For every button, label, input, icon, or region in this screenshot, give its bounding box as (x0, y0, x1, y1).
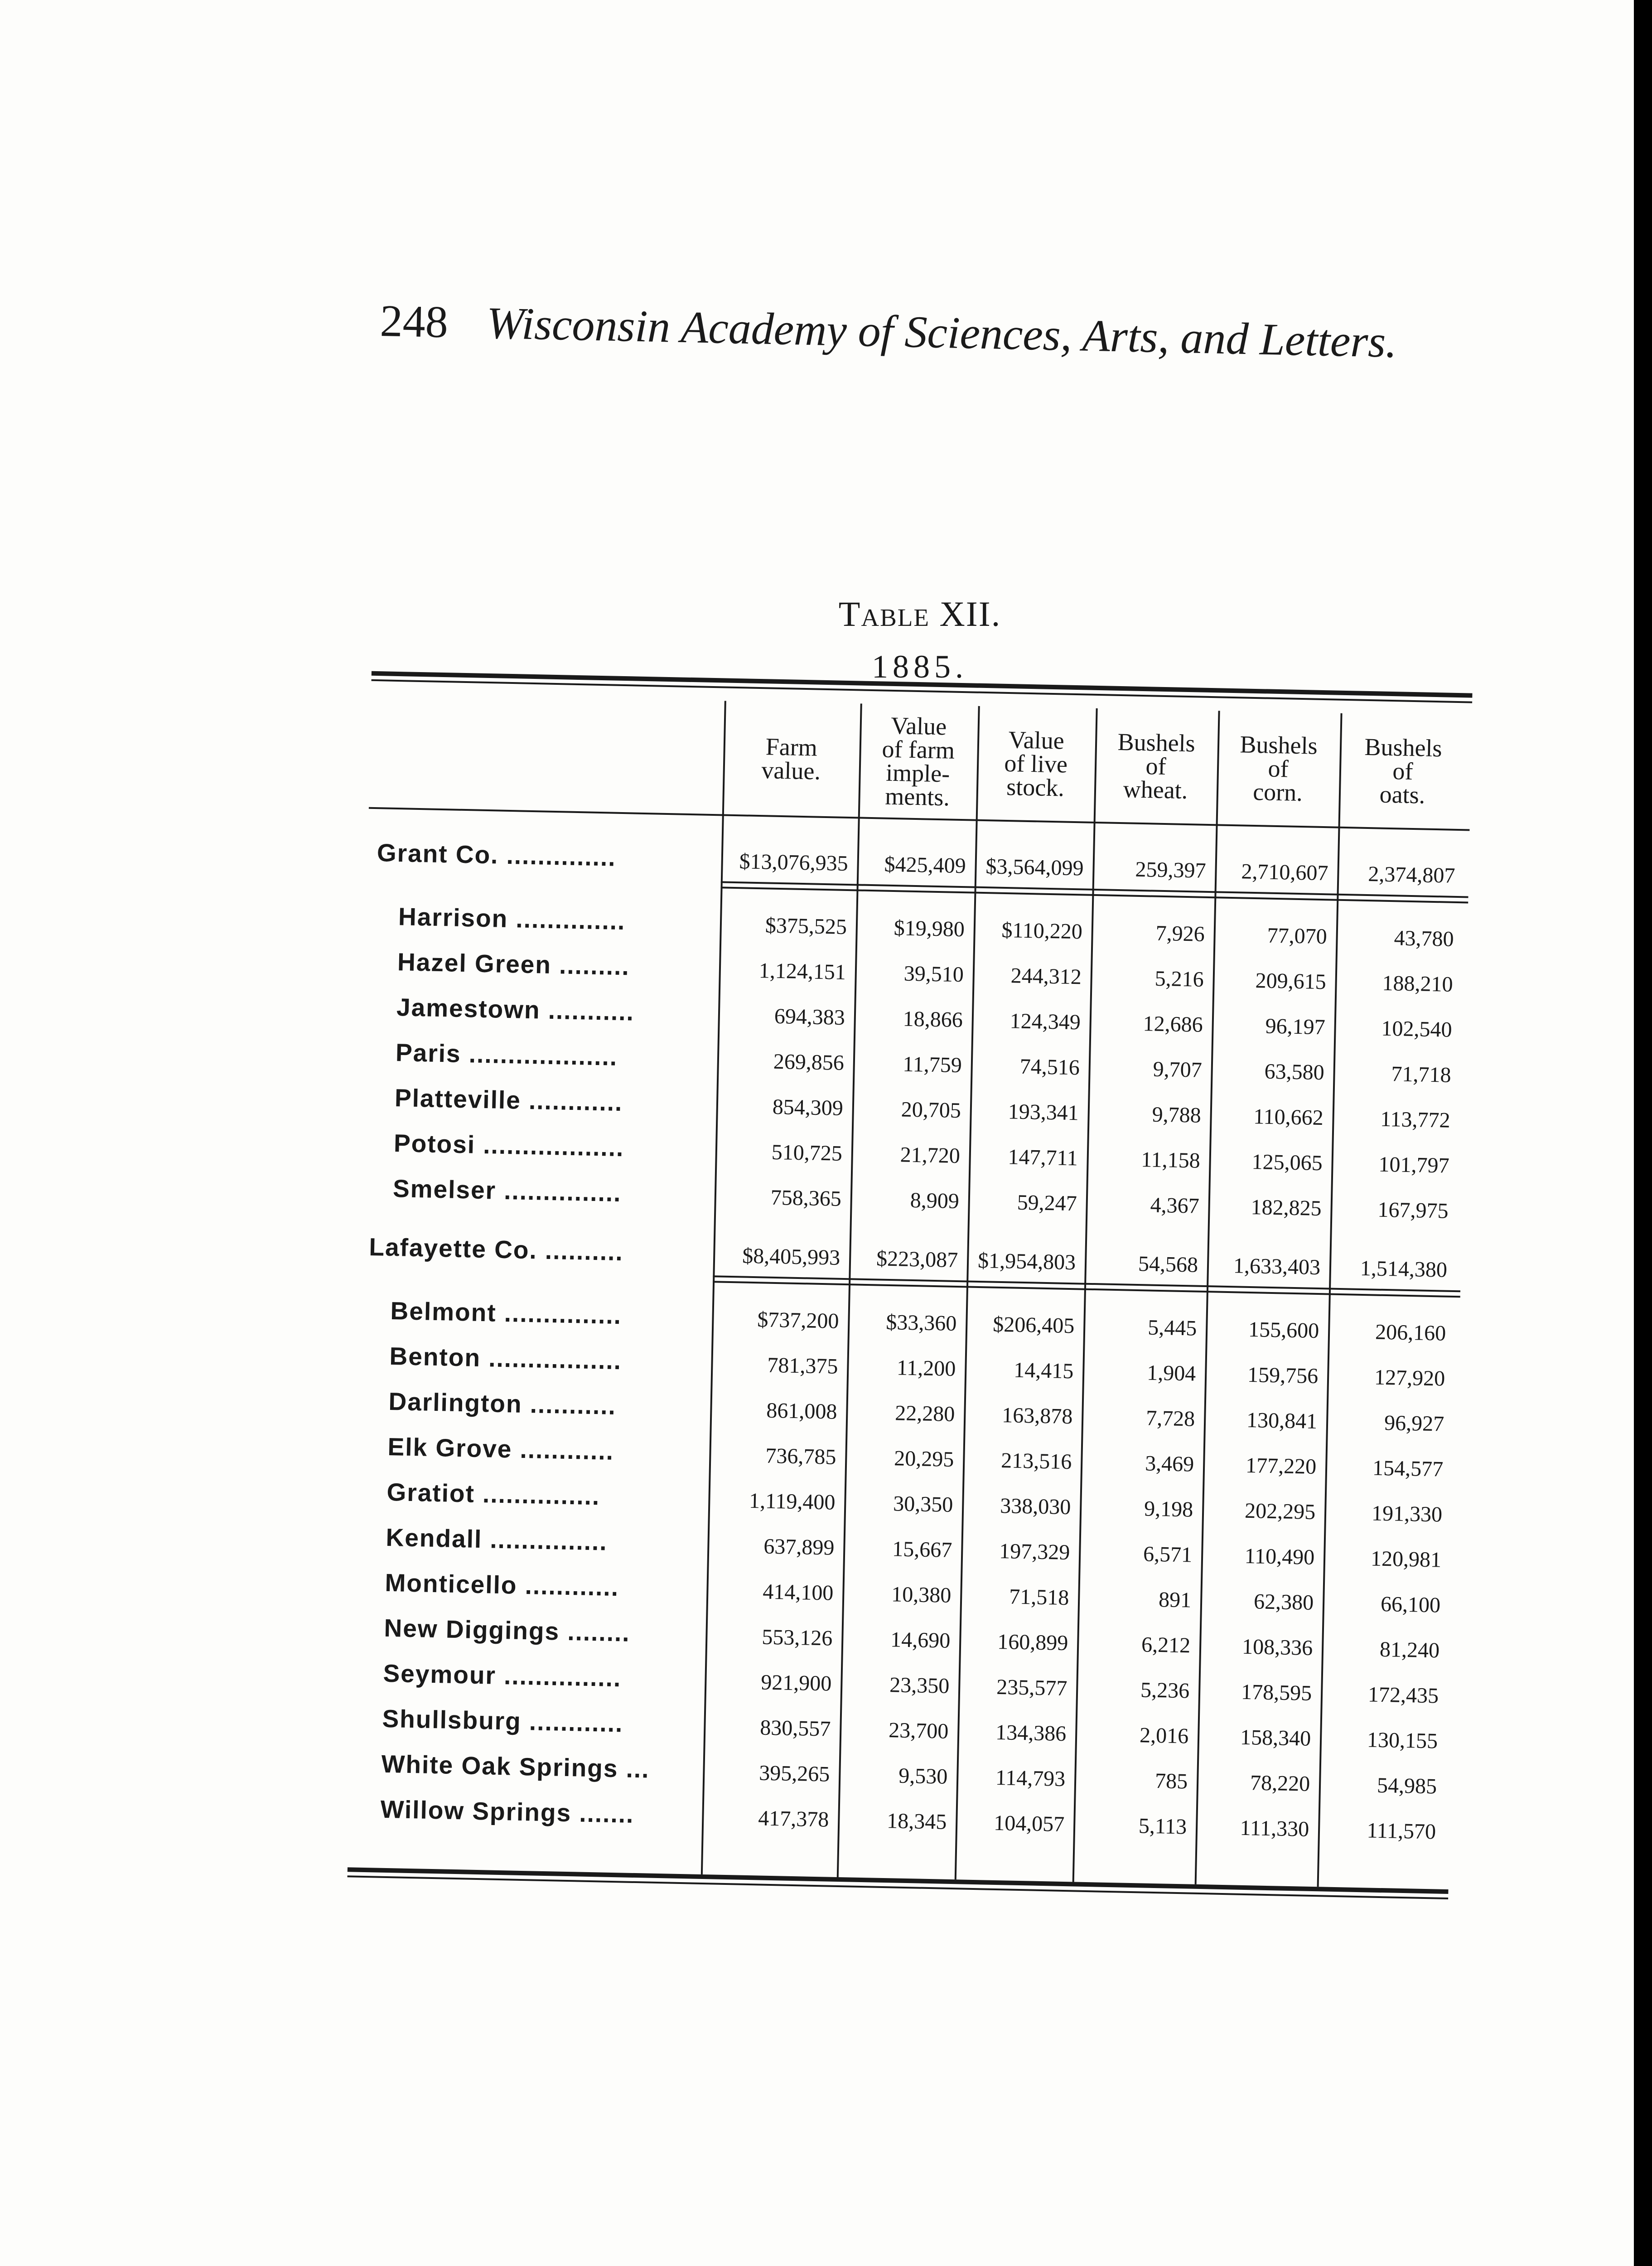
table-cell: $737,200 (757, 1307, 839, 1333)
table-cell: 114,793 (995, 1765, 1066, 1791)
table-cell: $375,525 (765, 913, 847, 939)
table-cell: 244,312 (1010, 964, 1082, 989)
table-cell: $13,076,935 (739, 849, 849, 876)
table-cell: 77,070 (1267, 923, 1328, 949)
table-cell: 113,772 (1380, 1107, 1451, 1133)
table-cell: 188,210 (1382, 971, 1454, 997)
table-cell: 147,711 (1008, 1145, 1078, 1171)
table-cell: 14,690 (890, 1627, 951, 1653)
row-label: Grant Co. .............. (377, 838, 617, 872)
row-label: Willow Springs ....... (380, 1795, 635, 1828)
row-label: Hazel Green ......... (397, 948, 630, 981)
table-cell: 9,707 (1153, 1057, 1203, 1082)
table-cell: 111,330 (1240, 1816, 1309, 1841)
row-label: Monticello ............ (385, 1568, 619, 1602)
table-cell: 11,200 (896, 1356, 956, 1381)
table-cell: 104,057 (993, 1811, 1065, 1837)
table-cell: 1,514,380 (1360, 1256, 1448, 1282)
column-header-farm-value: Farm value. (761, 733, 821, 785)
row-label: Benton ................. (389, 1341, 622, 1375)
table-cell: 209,615 (1255, 968, 1327, 994)
table-cell: 213,516 (1000, 1448, 1072, 1474)
table-cell: 59,247 (1017, 1190, 1077, 1216)
table-cell: 110,662 (1253, 1104, 1324, 1130)
table-cell: 130,155 (1367, 1728, 1438, 1753)
table-cell: 108,336 (1241, 1634, 1313, 1660)
table-cell: 510,725 (771, 1140, 843, 1166)
statistics-table (329, 671, 1473, 1917)
table-cell: 18,866 (903, 1007, 963, 1032)
table-cell: 23,350 (889, 1673, 950, 1698)
table-cell: 81,240 (1379, 1637, 1440, 1663)
table-cell: 101,797 (1378, 1152, 1450, 1178)
table-cell: 178,595 (1241, 1680, 1312, 1705)
table-cell: 11,158 (1140, 1148, 1201, 1173)
table-cell: 758,365 (770, 1185, 842, 1211)
table-cell: 202,295 (1244, 1498, 1316, 1524)
row-label: Jamestown ........... (396, 993, 635, 1026)
table-cell: 193,341 (1008, 1099, 1079, 1125)
table-cell: 785 (1154, 1769, 1188, 1794)
table-cell: 9,530 (898, 1763, 948, 1789)
table-cell: 830,557 (759, 1715, 831, 1741)
table-cell: 130,841 (1246, 1408, 1318, 1434)
running-head (380, 295, 1398, 368)
table-bottom-rule (348, 1867, 1449, 1899)
row-label: Darlington ........... (388, 1387, 617, 1420)
table-cell: 63,580 (1264, 1059, 1325, 1085)
table-cell: 2,710,607 (1241, 859, 1328, 886)
table-cell: 20,705 (901, 1097, 961, 1123)
table-cell: 10,380 (891, 1582, 952, 1608)
table-cell: 7,926 (1155, 921, 1205, 946)
table-cell: 158,340 (1240, 1725, 1311, 1751)
table-cell: 921,900 (760, 1670, 832, 1696)
table-cell: 5,236 (1140, 1678, 1190, 1703)
table-cell: 182,825 (1251, 1195, 1322, 1221)
table-cell: $206,405 (992, 1312, 1075, 1338)
row-label: Shullsburg ............ (382, 1704, 624, 1738)
table-cell: 7,728 (1145, 1406, 1195, 1431)
table-cell: 235,577 (996, 1675, 1068, 1701)
row-label: New Diggings ........ (384, 1613, 631, 1647)
table-cell: 4,367 (1150, 1193, 1200, 1218)
running-title: Wisconsin Academy of Sciences, Arts, and Letters. (486, 297, 1398, 367)
table-cell: 5,113 (1138, 1814, 1187, 1839)
table-cell: 3,469 (1145, 1451, 1194, 1477)
table-cell: 20,295 (894, 1446, 954, 1472)
table-cell: 120,981 (1370, 1546, 1442, 1572)
table-cell: 102,540 (1381, 1016, 1453, 1042)
row-label: Potosi .................. (393, 1129, 625, 1162)
column-header-live-stock: Value of live stock. (1004, 726, 1068, 802)
row-label: Lafayette Co. .......... (368, 1232, 624, 1266)
table-cell: 110,490 (1244, 1544, 1315, 1569)
table-cell: 854,309 (772, 1094, 844, 1120)
table-cell: 6,212 (1141, 1632, 1191, 1658)
row-label: Elk Grove ............ (387, 1432, 614, 1465)
table-cell: 22,280 (894, 1401, 955, 1426)
table-cell: 62,380 (1253, 1589, 1314, 1615)
column-header-wheat: Bushels of wheat. (1117, 728, 1196, 804)
table-cell: 78,220 (1250, 1771, 1310, 1796)
table-cell: 1,119,400 (749, 1488, 836, 1515)
page-number: 248 (379, 295, 449, 348)
table-cell: 177,220 (1245, 1453, 1317, 1479)
table-cell: 338,030 (1000, 1494, 1071, 1520)
table-cell: 694,383 (774, 1004, 845, 1030)
table-cell: 5,216 (1154, 966, 1204, 992)
table-cell: 1,633,403 (1233, 1254, 1321, 1280)
table-cell: 15,667 (892, 1537, 952, 1562)
row-label: Gratiot ............... (386, 1477, 600, 1511)
table-cell: 736,785 (765, 1443, 836, 1469)
column-header-oats: Bushels of oats. (1364, 733, 1443, 809)
table-cell: 172,435 (1367, 1682, 1439, 1708)
table-cell: 1,124,151 (758, 959, 846, 984)
table-cell: 9,198 (1144, 1496, 1193, 1522)
table-cell: 14,415 (1013, 1358, 1074, 1384)
table-cell: 6,571 (1143, 1542, 1193, 1567)
row-label: Seymour ............... (383, 1659, 622, 1692)
table-cell: 154,577 (1372, 1456, 1444, 1482)
table-cell: 167,975 (1377, 1197, 1449, 1223)
table-cell: 8,909 (910, 1188, 960, 1214)
table-cell: 127,920 (1374, 1365, 1445, 1391)
table-year: 1885. (872, 649, 968, 685)
table-cell: $8,405,993 (742, 1244, 840, 1270)
table-cell: 259,397 (1135, 857, 1207, 883)
table-cell: 74,516 (1019, 1054, 1080, 1080)
table-cell: 2,374,807 (1367, 862, 1455, 888)
row-label: Paris ................... (395, 1038, 618, 1071)
row-label: Belmont ............... (390, 1296, 622, 1330)
column-header-corn: Bushels of corn. (1240, 731, 1318, 807)
column-header-farm-implements: Value of farm imple- ments. (881, 712, 955, 811)
table-cell: 9,788 (1152, 1102, 1202, 1128)
table-cell: 197,329 (999, 1539, 1070, 1565)
table-cell: $425,409 (884, 852, 966, 878)
table-cell: 395,265 (758, 1761, 830, 1787)
table-cell: 553,126 (761, 1625, 833, 1651)
table-cell: 21,720 (900, 1143, 961, 1168)
row-label: Platteville ............ (394, 1084, 623, 1117)
table-cell: 66,100 (1380, 1592, 1441, 1617)
table-cell: $1,954,803 (977, 1248, 1076, 1275)
table-cell: 155,600 (1248, 1317, 1319, 1343)
table-cell: 2,016 (1139, 1723, 1189, 1748)
table-cell: 96,197 (1265, 1014, 1326, 1040)
table-cell: 861,008 (766, 1398, 837, 1424)
table-cell: 23,700 (888, 1718, 949, 1743)
table-cell: 124,349 (1010, 1009, 1081, 1035)
table-cell: 191,330 (1371, 1501, 1443, 1527)
table-cell: 54,568 (1138, 1252, 1198, 1277)
table-title: Table XII. (838, 594, 1001, 634)
table-cell: 414,100 (762, 1579, 834, 1605)
table-cell: 269,856 (773, 1049, 845, 1075)
table-cell: $3,564,099 (985, 854, 1084, 881)
table-cell: 781,375 (767, 1353, 838, 1379)
table-cell: 160,899 (997, 1629, 1068, 1656)
table-cell: 125,065 (1251, 1150, 1323, 1176)
row-label: White Oak Springs ... (381, 1749, 650, 1783)
table-cell: 30,350 (893, 1491, 953, 1517)
table-cell: 43,780 (1394, 926, 1454, 951)
table-cell: 163,878 (1001, 1403, 1073, 1429)
table-cell: 159,756 (1247, 1362, 1319, 1389)
row-label: Smelser ............... (392, 1174, 622, 1207)
table-cell: 891 (1158, 1588, 1192, 1612)
table-cell: 5,445 (1147, 1315, 1197, 1341)
table-cell: 134,386 (995, 1720, 1067, 1746)
table-cell: $223,087 (876, 1246, 958, 1273)
table-cell: $33,360 (885, 1310, 957, 1336)
table-cell: 111,570 (1367, 1818, 1436, 1844)
table-cell: $19,980 (894, 916, 965, 942)
table-cell: 637,899 (763, 1534, 835, 1560)
table-cell: $110,220 (1001, 918, 1083, 944)
table-cell: 71,518 (1009, 1584, 1069, 1610)
table-cell: 11,759 (903, 1052, 962, 1078)
table-cell: 96,927 (1384, 1411, 1444, 1436)
row-label: Kendall ............... (386, 1523, 608, 1556)
table-cell: 18,345 (886, 1809, 947, 1834)
table-cell: 1,904 (1146, 1361, 1196, 1386)
row-label: Harrison .............. (398, 902, 626, 935)
table-cell: 12,686 (1143, 1012, 1203, 1037)
table-cell: 71,718 (1391, 1062, 1452, 1087)
table-cell: 54,985 (1377, 1773, 1437, 1799)
table-cell: 39,510 (903, 961, 964, 987)
table-cell: 206,160 (1375, 1320, 1446, 1346)
table-cell: 417,378 (758, 1806, 829, 1832)
